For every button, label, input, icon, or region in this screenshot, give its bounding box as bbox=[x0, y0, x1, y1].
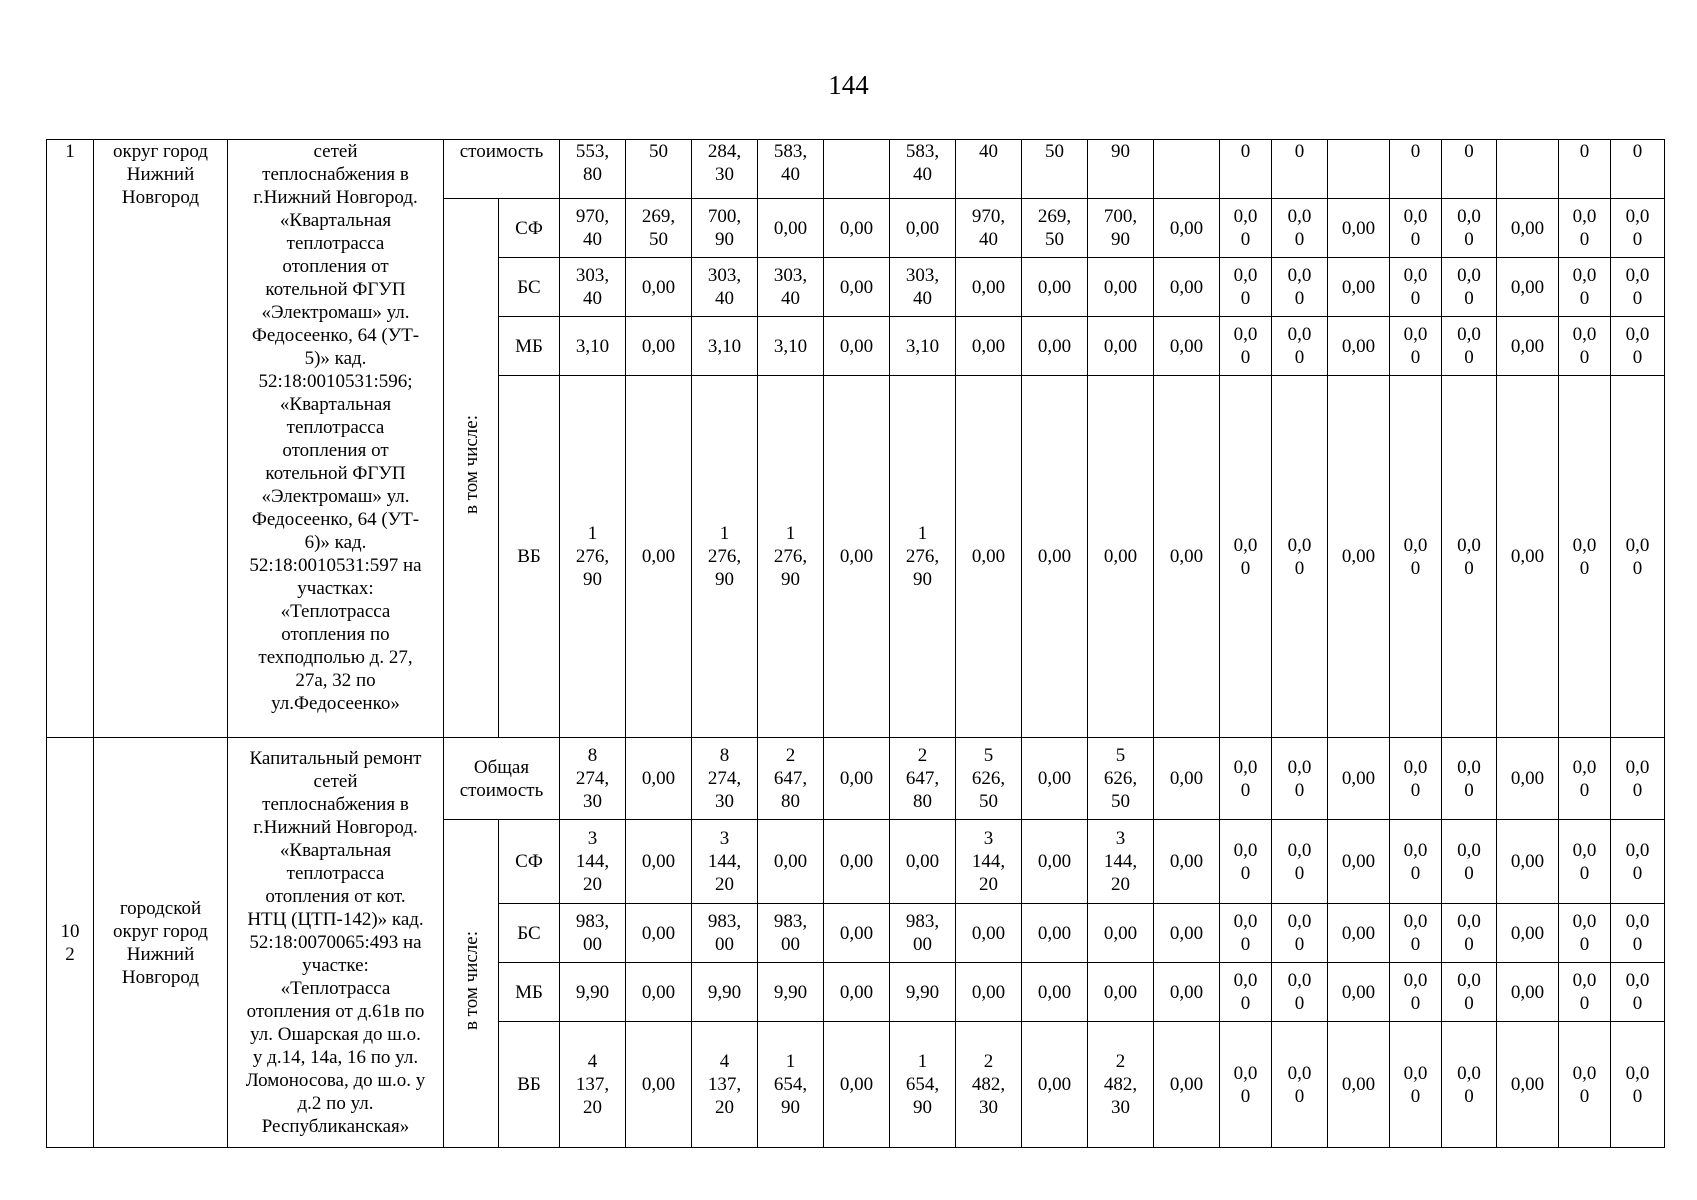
source-label-cell: МБ bbox=[499, 317, 560, 376]
value-cell: 4 137, 20 bbox=[560, 1022, 626, 1148]
value-cell: 0,0 0 bbox=[1442, 820, 1497, 904]
value-cell: 0,00 bbox=[824, 199, 890, 258]
value-cell: 983, 00 bbox=[692, 904, 758, 963]
value-cell: 970, 40 bbox=[956, 199, 1022, 258]
in-that-number-cell bbox=[444, 199, 499, 738]
value-cell: 0,00 bbox=[1154, 1022, 1220, 1148]
value-cell: 0,00 bbox=[1497, 963, 1559, 1022]
value-cell: 3,10 bbox=[758, 317, 824, 376]
value-cell: 3 144, 20 bbox=[1088, 820, 1154, 904]
value-cell: 0,00 bbox=[1088, 904, 1154, 963]
value-cell: 0,0 0 bbox=[1390, 904, 1442, 963]
value-cell: 0,00 bbox=[1328, 376, 1390, 738]
value-cell: 0,00 bbox=[824, 376, 890, 738]
value-cell bbox=[1328, 140, 1390, 199]
value-cell: 0,0 0 bbox=[1611, 258, 1665, 317]
value-cell: 0 bbox=[1272, 140, 1328, 199]
value-cell: 0,0 0 bbox=[1559, 820, 1611, 904]
value-cell: 0,0 0 bbox=[1442, 376, 1497, 738]
value-cell: 0,00 bbox=[1328, 904, 1390, 963]
value-cell: 303, 40 bbox=[890, 258, 956, 317]
value-cell: 0,00 bbox=[956, 904, 1022, 963]
value-cell: 983, 00 bbox=[758, 904, 824, 963]
value-cell: 983, 00 bbox=[890, 904, 956, 963]
value-cell: 0,0 0 bbox=[1559, 199, 1611, 258]
value-cell: 0,00 bbox=[824, 820, 890, 904]
value-cell: 0 bbox=[1220, 140, 1272, 199]
table-row bbox=[47, 140, 1665, 199]
value-cell: 303, 40 bbox=[692, 258, 758, 317]
value-cell: 0,00 bbox=[956, 376, 1022, 738]
value-cell: 0,0 0 bbox=[1559, 904, 1611, 963]
value-cell: 0,00 bbox=[1022, 376, 1088, 738]
value-cell: 0,0 0 bbox=[1272, 376, 1328, 738]
value-cell: 583, 40 bbox=[890, 140, 956, 199]
value-cell: 3,10 bbox=[692, 317, 758, 376]
value-cell: 1 276, 90 bbox=[890, 376, 956, 738]
value-cell: 0,00 bbox=[626, 904, 692, 963]
value-cell: 0,0 0 bbox=[1611, 738, 1665, 820]
value-cell bbox=[1154, 140, 1220, 199]
value-cell: 0,00 bbox=[1154, 317, 1220, 376]
value-cell: 0,0 0 bbox=[1442, 738, 1497, 820]
value-cell: 0,0 0 bbox=[1611, 317, 1665, 376]
value-cell: 970, 40 bbox=[560, 199, 626, 258]
value-cell: 269, 50 bbox=[626, 199, 692, 258]
value-cell: 0,00 bbox=[1154, 820, 1220, 904]
value-cell: 269, 50 bbox=[1022, 199, 1088, 258]
value-cell: 0,0 0 bbox=[1611, 963, 1665, 1022]
value-cell: 0,0 0 bbox=[1272, 199, 1328, 258]
value-cell: 3 144, 20 bbox=[956, 820, 1022, 904]
value-cell: 0,0 0 bbox=[1272, 1022, 1328, 1148]
value-cell: 0,00 bbox=[626, 376, 692, 738]
value-cell: 0,00 bbox=[1088, 963, 1154, 1022]
value-cell: 0,0 0 bbox=[1272, 258, 1328, 317]
source-label-cell: ВБ bbox=[499, 376, 560, 738]
value-cell: 0,0 0 bbox=[1559, 376, 1611, 738]
value-cell: 3 144, 20 bbox=[560, 820, 626, 904]
value-cell: 0,00 bbox=[1022, 738, 1088, 820]
value-cell: 0,00 bbox=[1022, 820, 1088, 904]
value-cell: 0,00 bbox=[1328, 1022, 1390, 1148]
value-cell: 0,00 bbox=[1497, 904, 1559, 963]
description-cell: сетей теплоснабжения в г.Нижний Новгород. «Квартальная теплотрасса отопления от котельной ФГУП «Электромаш» ул. Федосеенко, 64 (УТ- 5)» кад. 52:18:0010531:596; «Квартальная теплотрасса отопления от котельной ФГУП «Электромаш» ул. Федосеенко, 64 (УТ- 6)» кад. 52:18:0010531:597 на участках: «Теплотрасса отопления по техподполью д. 27, 27а, 32 по ул.Федосеенко» bbox=[228, 140, 444, 738]
value-cell: 1 276, 90 bbox=[560, 376, 626, 738]
value-cell: 0,00 bbox=[1154, 376, 1220, 738]
value-cell: 0,0 0 bbox=[1559, 1022, 1611, 1148]
value-cell: 0,00 bbox=[1497, 1022, 1559, 1148]
value-cell: 0,00 bbox=[1328, 317, 1390, 376]
value-cell: 0,0 0 bbox=[1390, 963, 1442, 1022]
value-cell: 0,0 0 bbox=[1611, 199, 1665, 258]
value-cell: 5 626, 50 bbox=[1088, 738, 1154, 820]
in-that-number-cell bbox=[444, 820, 499, 1148]
value-cell: 9,90 bbox=[758, 963, 824, 1022]
value-cell: 0,00 bbox=[1328, 258, 1390, 317]
value-cell bbox=[1497, 140, 1559, 199]
value-cell: 0,00 bbox=[1022, 963, 1088, 1022]
value-cell: 0,00 bbox=[758, 199, 824, 258]
value-cell: 0,00 bbox=[1088, 258, 1154, 317]
value-cell: 0,00 bbox=[626, 820, 692, 904]
total-label-cell: Общая стоимость bbox=[444, 738, 560, 820]
value-cell: 0,0 0 bbox=[1220, 904, 1272, 963]
value-cell: 0,00 bbox=[626, 258, 692, 317]
value-cell: 0,0 0 bbox=[1220, 199, 1272, 258]
value-cell: 0,00 bbox=[1328, 738, 1390, 820]
value-cell: 0,0 0 bbox=[1390, 1022, 1442, 1148]
funding-table bbox=[46, 139, 1665, 1148]
value-cell: 0,00 bbox=[1328, 820, 1390, 904]
value-cell: 0,00 bbox=[956, 317, 1022, 376]
value-cell: 0,00 bbox=[626, 738, 692, 820]
value-cell: 0,0 0 bbox=[1390, 317, 1442, 376]
value-cell: 0,0 0 bbox=[1220, 258, 1272, 317]
value-cell: 0,0 0 bbox=[1272, 820, 1328, 904]
value-cell: 0,00 bbox=[1088, 376, 1154, 738]
value-cell: 0,00 bbox=[1022, 904, 1088, 963]
value-cell: 9,90 bbox=[890, 963, 956, 1022]
value-cell: 0,00 bbox=[1154, 904, 1220, 963]
value-cell: 700, 90 bbox=[692, 199, 758, 258]
value-cell: 0,0 0 bbox=[1442, 317, 1497, 376]
value-cell: 0,00 bbox=[626, 963, 692, 1022]
description-cell: Капитальный ремонт сетей теплоснабжения в г.Нижний Новгород. «Квартальная теплотрасса отопления от кот. НТЦ (ЦТП-142)» кад. 52:18:0070065:493 на участке: «Теплотрасса отопления от д.61в по ул. Ошарская до ш.о. у д.14, 14а, 16 по ул. Ломоносова, до ш.о. у д.2 по ул. Республиканская» bbox=[228, 738, 444, 1148]
value-cell: 0,0 0 bbox=[1220, 820, 1272, 904]
value-cell: 4 137, 20 bbox=[692, 1022, 758, 1148]
value-cell: 8 274, 30 bbox=[692, 738, 758, 820]
value-cell: 0,0 0 bbox=[1220, 376, 1272, 738]
value-cell: 0,0 0 bbox=[1390, 376, 1442, 738]
source-label-cell: СФ bbox=[499, 199, 560, 258]
value-cell: 303, 40 bbox=[560, 258, 626, 317]
value-cell: 0,00 bbox=[1497, 820, 1559, 904]
value-cell: 8 274, 30 bbox=[560, 738, 626, 820]
value-cell: 0,00 bbox=[1022, 1022, 1088, 1148]
page-number: 144 bbox=[828, 70, 869, 100]
entry-number-cell: 10 2 bbox=[47, 738, 94, 1148]
value-cell: 0,0 0 bbox=[1559, 258, 1611, 317]
value-cell: 0,0 0 bbox=[1390, 820, 1442, 904]
value-cell bbox=[824, 140, 890, 199]
value-cell: 50 bbox=[626, 140, 692, 199]
entry-number-cell: 1 bbox=[47, 140, 94, 738]
total-label-cell: стоимость bbox=[444, 140, 560, 199]
value-cell: 0 bbox=[1442, 140, 1497, 199]
value-cell: 0,00 bbox=[824, 963, 890, 1022]
value-cell: 700, 90 bbox=[1088, 199, 1154, 258]
value-cell: 0,0 0 bbox=[1272, 963, 1328, 1022]
value-cell: 0,00 bbox=[1022, 317, 1088, 376]
value-cell: 0,0 0 bbox=[1390, 258, 1442, 317]
value-cell: 0,00 bbox=[1328, 199, 1390, 258]
municipality-cell: городской округ город Нижний Новгород bbox=[94, 738, 228, 1148]
value-cell: 0,0 0 bbox=[1220, 317, 1272, 376]
value-cell: 0,0 0 bbox=[1220, 1022, 1272, 1148]
value-cell: 0,0 0 bbox=[1390, 738, 1442, 820]
source-label-cell: МБ bbox=[499, 963, 560, 1022]
value-cell: 0 bbox=[1611, 140, 1665, 199]
value-cell: 583, 40 bbox=[758, 140, 824, 199]
value-cell: 0,00 bbox=[626, 317, 692, 376]
value-cell: 0,00 bbox=[824, 738, 890, 820]
value-cell: 3,10 bbox=[560, 317, 626, 376]
value-cell: 0,0 0 bbox=[1442, 258, 1497, 317]
value-cell: 3,10 bbox=[890, 317, 956, 376]
value-cell: 0,00 bbox=[1497, 376, 1559, 738]
value-cell: 0,0 0 bbox=[1559, 738, 1611, 820]
value-cell: 1 276, 90 bbox=[758, 376, 824, 738]
municipality-cell: округ город Нижний Новгород bbox=[94, 140, 228, 738]
value-cell: 0,0 0 bbox=[1559, 317, 1611, 376]
value-cell: 0,0 0 bbox=[1220, 963, 1272, 1022]
value-cell: 40 bbox=[956, 140, 1022, 199]
value-cell: 0,00 bbox=[890, 820, 956, 904]
value-cell: 983, 00 bbox=[560, 904, 626, 963]
value-cell: 0,0 0 bbox=[1611, 904, 1665, 963]
value-cell: 90 bbox=[1088, 140, 1154, 199]
value-cell: 0,0 0 bbox=[1442, 199, 1497, 258]
value-cell: 2 482, 30 bbox=[1088, 1022, 1154, 1148]
value-cell: 0,00 bbox=[824, 1022, 890, 1148]
value-cell: 0,00 bbox=[1022, 258, 1088, 317]
value-cell: 284, 30 bbox=[692, 140, 758, 199]
value-cell: 0,00 bbox=[1497, 199, 1559, 258]
value-cell: 0,00 bbox=[1154, 258, 1220, 317]
value-cell: 0 bbox=[1390, 140, 1442, 199]
value-cell: 9,90 bbox=[560, 963, 626, 1022]
value-cell: 0,0 0 bbox=[1442, 963, 1497, 1022]
value-cell: 0,0 0 bbox=[1559, 963, 1611, 1022]
value-cell: 0,0 0 bbox=[1611, 1022, 1665, 1148]
value-cell: 1 654, 90 bbox=[890, 1022, 956, 1148]
value-cell: 0,0 0 bbox=[1272, 904, 1328, 963]
value-cell: 0,00 bbox=[824, 258, 890, 317]
value-cell: 0,0 0 bbox=[1390, 199, 1442, 258]
in-that-number-label: в том числе: bbox=[460, 415, 482, 515]
source-label-cell: БС bbox=[499, 904, 560, 963]
source-label-cell: СФ bbox=[499, 820, 560, 904]
value-cell: 553, 80 bbox=[560, 140, 626, 199]
value-cell: 2 647, 80 bbox=[758, 738, 824, 820]
value-cell: 2 647, 80 bbox=[890, 738, 956, 820]
value-cell: 5 626, 50 bbox=[956, 738, 1022, 820]
value-cell: 2 482, 30 bbox=[956, 1022, 1022, 1148]
source-label-cell: БС bbox=[499, 258, 560, 317]
table-row bbox=[47, 738, 1665, 820]
value-cell: 0,00 bbox=[890, 199, 956, 258]
value-cell: 0,00 bbox=[1154, 963, 1220, 1022]
value-cell: 0,0 0 bbox=[1442, 1022, 1497, 1148]
source-label-cell: ВБ bbox=[499, 1022, 560, 1148]
value-cell: 0,0 0 bbox=[1611, 820, 1665, 904]
value-cell: 0,00 bbox=[956, 258, 1022, 317]
value-cell: 0,00 bbox=[824, 904, 890, 963]
value-cell: 0,00 bbox=[1154, 738, 1220, 820]
value-cell: 0 bbox=[1559, 140, 1611, 199]
value-cell: 0,00 bbox=[956, 963, 1022, 1022]
value-cell: 0,0 0 bbox=[1220, 738, 1272, 820]
value-cell: 0,00 bbox=[1328, 963, 1390, 1022]
value-cell: 0,0 0 bbox=[1272, 738, 1328, 820]
value-cell: 9,90 bbox=[692, 963, 758, 1022]
value-cell: 1 654, 90 bbox=[758, 1022, 824, 1148]
value-cell: 0,00 bbox=[626, 1022, 692, 1148]
value-cell: 0,0 0 bbox=[1272, 317, 1328, 376]
value-cell: 0,00 bbox=[824, 317, 890, 376]
value-cell: 303, 40 bbox=[758, 258, 824, 317]
value-cell: 0,00 bbox=[1497, 258, 1559, 317]
value-cell: 1 276, 90 bbox=[692, 376, 758, 738]
value-cell: 0,0 0 bbox=[1442, 904, 1497, 963]
value-cell: 3 144, 20 bbox=[692, 820, 758, 904]
value-cell: 50 bbox=[1022, 140, 1088, 199]
value-cell: 0,00 bbox=[758, 820, 824, 904]
value-cell: 0,0 0 bbox=[1611, 376, 1665, 738]
value-cell: 0,00 bbox=[1154, 199, 1220, 258]
value-cell: 0,00 bbox=[1497, 738, 1559, 820]
value-cell: 0,00 bbox=[1497, 317, 1559, 376]
in-that-number-label: в том числе: bbox=[460, 930, 482, 1031]
value-cell: 0,00 bbox=[1088, 317, 1154, 376]
